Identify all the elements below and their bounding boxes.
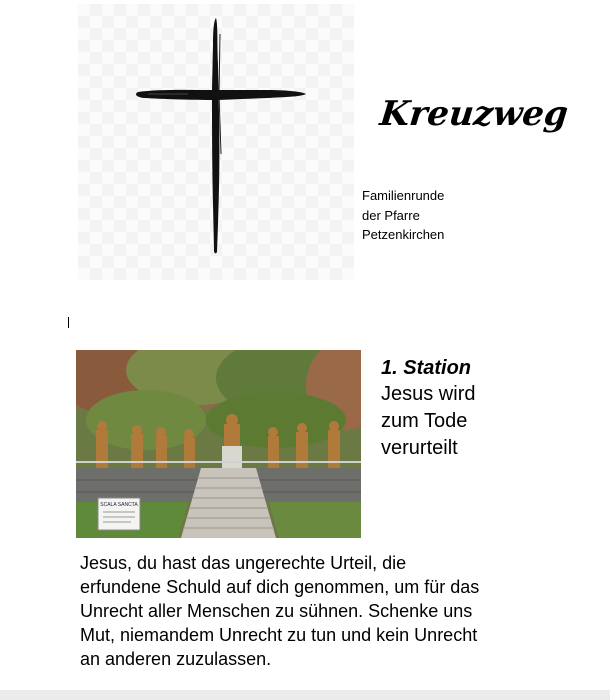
subtitle-line: der Pfarre	[362, 207, 420, 223]
station-line: zum Tode	[381, 410, 468, 432]
prayer-line: Jesus, du hast das ungerechte Urteil, die	[80, 553, 407, 573]
page-title: Kreuzweg	[377, 94, 570, 134]
station-line: verurteilt	[381, 437, 458, 459]
text-cursor[interactable]	[68, 317, 69, 328]
cross-icon	[78, 4, 354, 280]
photo-sign-text: SCALA SANCTA	[100, 502, 138, 508]
subtitle-line: Familienrunde	[362, 188, 445, 203]
prayer-line: Unrecht aller Menschen zu sühnen. Schenke uns	[80, 601, 473, 621]
prayer-line: Mut, niemandem Unrecht zu tun und kein Unrecht	[80, 625, 478, 645]
subtitle	[362, 186, 512, 245]
cross-image	[78, 4, 354, 280]
station-line: Jesus wird	[381, 383, 476, 405]
prayer-text	[80, 551, 550, 671]
station-heading: 1. Station	[381, 357, 472, 379]
prayer-line: erfundene Schuld auf dich genommen, um für das	[80, 577, 480, 597]
station-description	[381, 381, 531, 462]
prayer-line: an anderen zuzulassen.	[80, 649, 272, 669]
subtitle-line: Petzenkirchen	[362, 227, 445, 242]
station-photo	[76, 350, 361, 538]
status-bar	[0, 690, 610, 700]
